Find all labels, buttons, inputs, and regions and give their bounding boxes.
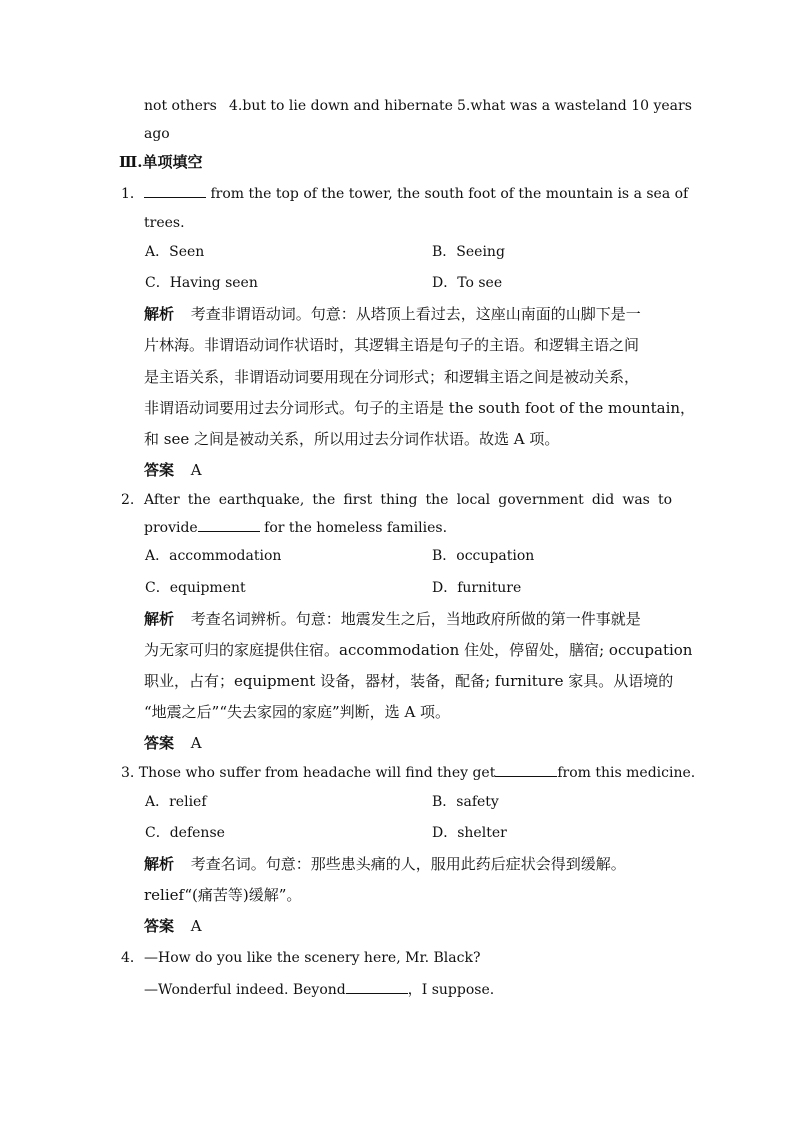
q4-line2-before: —Wonderful indeed. Beyond xyxy=(144,982,346,998)
q4-line2 xyxy=(144,980,672,1000)
q1-answer xyxy=(144,460,672,480)
q2-blank xyxy=(198,518,260,532)
q2-answer-label: 答案 xyxy=(144,734,175,752)
q1-option-a: A．Seen xyxy=(145,244,205,260)
section-title: Ⅲ.单项填空 xyxy=(119,153,203,171)
q1-option-b: B．Seeing xyxy=(432,244,505,260)
q3-analysis-label: 解析 xyxy=(144,855,175,873)
q1-stem-text: from the top of the tower, the south foot of the mountain is a sea of xyxy=(210,186,689,202)
q1-stem-line2: trees. xyxy=(144,215,185,231)
q4-number: 4． xyxy=(121,950,144,966)
prev-answers-line xyxy=(144,96,692,116)
q1-analysis-line3: 是主语关系，非谓语动词要用现在分词形式；和逻辑主语之间是被动关系， xyxy=(144,368,640,386)
q3-analysis-line2: relief“(痛苦等)缓解”。 xyxy=(144,886,302,904)
q2-analysis-line1 xyxy=(144,609,672,629)
q1-analysis-line5: 和 see 之间是被动关系，所以用过去分词作状语。故选 A 项。 xyxy=(144,430,560,448)
prev-answer-5-cont: ago xyxy=(144,126,170,142)
q2-stem-before: provide xyxy=(144,520,198,536)
q3-analysis-line1 xyxy=(144,854,672,874)
q2-option-d: D．furniture xyxy=(432,580,522,596)
q2-answer xyxy=(144,733,672,753)
q2-stem-after: for the homeless families. xyxy=(264,520,448,536)
q1-answer-label: 答案 xyxy=(144,461,175,479)
q2-option-c: C．equipment xyxy=(145,580,246,596)
prev-answer-4: 4.but to lie down and hibernate xyxy=(229,98,453,114)
q2-number: 2. xyxy=(121,492,135,508)
prev-answer-5: 5.what was a wasteland 10 years xyxy=(457,98,692,114)
q3-option-c: C．defense xyxy=(145,825,225,841)
q1-answer-value: A xyxy=(190,461,202,479)
q2-stem-line1: After the earthquake, the first thing the local government did was to xyxy=(144,492,672,508)
q3-answer-label: 答案 xyxy=(144,917,175,935)
q1-analysis-label: 解析 xyxy=(144,305,175,323)
q1-analysis-line4: 非谓语动词要用过去分词形式。句子的主语是 the south foot of the mountain， xyxy=(144,399,696,417)
prev-answer-3: not others xyxy=(144,98,217,114)
q3-blank xyxy=(495,763,557,777)
q1-option-d: D．To see xyxy=(432,275,503,291)
q4-line1: —How do you like the scenery here, Mr. Black? xyxy=(144,950,481,966)
q3-stem xyxy=(121,763,696,783)
q3-stem-before: 3. Those who suffer from headache will find they get xyxy=(121,765,496,781)
q4-blank xyxy=(346,980,408,994)
q2-answer-value: A xyxy=(190,734,202,752)
q2-analysis-line2: 为无家可归的家庭提供住宿。accommodation 住处，停留处，膳宿; occupation xyxy=(144,641,693,659)
q1-analysis-text: 考查非谓语动词。句意：从塔顶上看过去，这座山南面的山脚下是一 xyxy=(190,305,641,323)
q1-number: 1． xyxy=(121,186,144,202)
q1-analysis-line1 xyxy=(144,304,672,324)
q2-analysis-line4: “地震之后”“失去家园的家庭”判断，选 A 项。 xyxy=(144,703,451,721)
q3-stem-after: from this medicine. xyxy=(557,765,696,781)
q3-analysis-text: 考查名词。句意：那些患头痛的人，服用此药后症状会得到缓解。 xyxy=(190,855,626,873)
q2-option-a: A．accommodation xyxy=(145,548,282,564)
q3-option-b: B．safety xyxy=(432,794,499,810)
q2-analysis-label: 解析 xyxy=(144,610,175,628)
q3-option-a: A．relief xyxy=(145,794,207,810)
q3-option-d: D．shelter xyxy=(432,825,507,841)
q4-line2-after: ，I suppose. xyxy=(407,982,495,998)
q2-analysis-text: 考查名词辨析。句意：地震发生之后，当地政府所做的第一件事就是 xyxy=(190,610,641,628)
q2-option-b: B．occupation xyxy=(432,548,535,564)
q1-stem xyxy=(144,184,689,204)
q1-option-c: C．Having seen xyxy=(145,275,258,291)
q1-blank xyxy=(144,184,206,198)
q2-stem-line2 xyxy=(144,518,672,538)
q3-answer-value: A xyxy=(190,917,202,935)
q2-analysis-line3: 职业，占有；equipment 设备，器材，装备，配备; furniture 家具。从语境的 xyxy=(144,672,674,690)
q1-analysis-line2: 片林海。非谓语动词作状语时，其逻辑主语是句子的主语。和逻辑主语之间 xyxy=(144,336,640,354)
q3-answer xyxy=(144,916,672,936)
